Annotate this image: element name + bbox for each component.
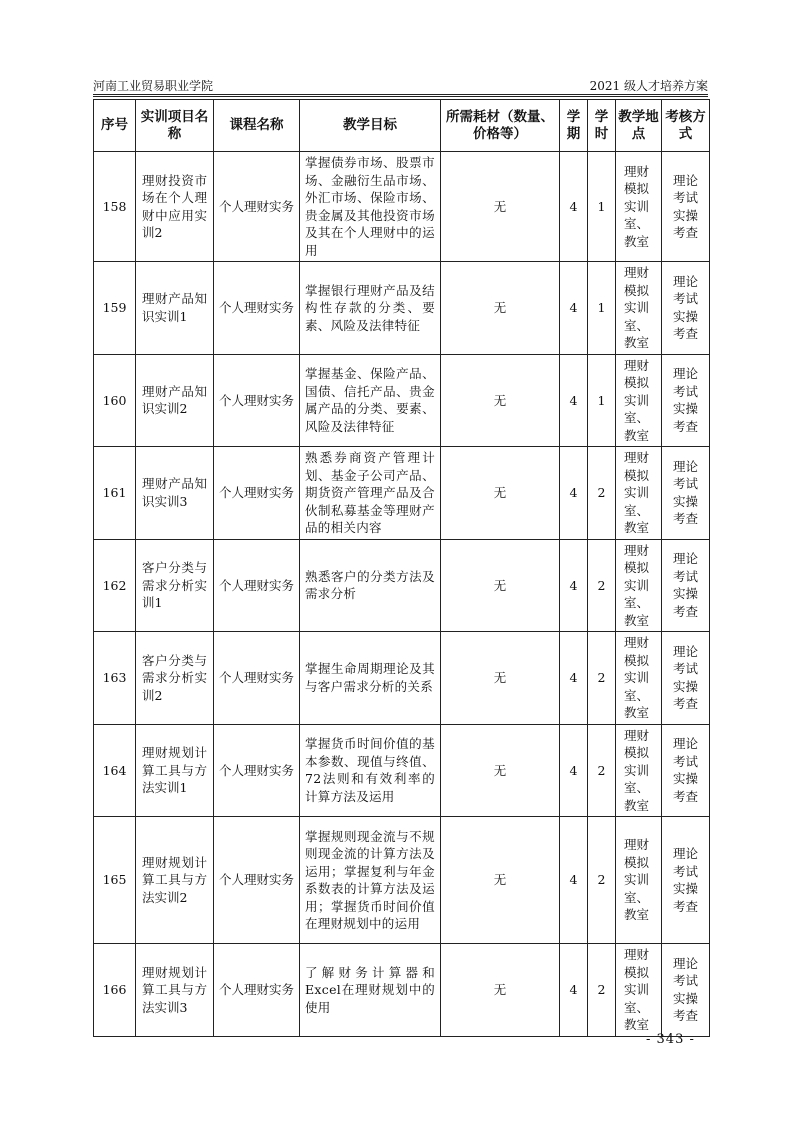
row-no: 164 <box>94 724 136 817</box>
row-place: 理财模拟实训室、教室 <box>616 152 662 262</box>
row-materials: 无 <box>441 817 560 944</box>
col-header-exam: 考核方式 <box>662 100 710 152</box>
row-exam: 理论考试实操考查 <box>662 724 710 817</box>
row-place: 理财模拟实训室、教室 <box>616 724 662 817</box>
row-place: 理财模拟实训室、教室 <box>616 354 662 447</box>
row-hours: 1 <box>588 152 616 262</box>
row-project: 理财规划计算工具与方法实训3 <box>136 944 214 1037</box>
col-header-hours: 学时 <box>588 100 616 152</box>
table-row <box>94 262 710 355</box>
row-place: 理财模拟实训室、教室 <box>616 817 662 944</box>
row-materials: 无 <box>441 539 560 632</box>
row-term: 4 <box>560 539 588 632</box>
row-term: 4 <box>560 817 588 944</box>
table-row <box>94 447 710 540</box>
col-header-project: 实训项目名称 <box>136 100 214 152</box>
row-goal: 了解财务计算器和Excel在理财规划中的使用 <box>300 944 441 1037</box>
row-exam: 理论考试实操考查 <box>662 447 710 540</box>
row-project: 理财规划计算工具与方法实训2 <box>136 817 214 944</box>
row-materials: 无 <box>441 354 560 447</box>
row-goal: 掌握货币时间价值的基本参数、现值与终值、72法则和有效利率的计算方法及运用 <box>300 724 441 817</box>
row-no: 160 <box>94 354 136 447</box>
row-hours: 2 <box>588 817 616 944</box>
row-exam: 理论考试实操考查 <box>662 817 710 944</box>
row-place: 理财模拟实训室、教室 <box>616 262 662 355</box>
row-hours: 2 <box>588 944 616 1037</box>
col-header-course: 课程名称 <box>214 100 300 152</box>
row-course: 个人理财实务 <box>214 262 300 355</box>
row-goal: 掌握基金、保险产品、国债、信托产品、贵金属产品的分类、要素、风险及法律特征 <box>300 354 441 447</box>
header-rule-double <box>93 96 708 97</box>
row-no: 161 <box>94 447 136 540</box>
col-header-goal: 教学目标 <box>300 100 441 152</box>
row-no: 159 <box>94 262 136 355</box>
row-place: 理财模拟实训室、教室 <box>616 944 662 1037</box>
row-exam: 理论考试实操考查 <box>662 539 710 632</box>
row-hours: 2 <box>588 632 616 725</box>
row-hours: 2 <box>588 724 616 817</box>
row-materials: 无 <box>441 262 560 355</box>
row-materials: 无 <box>441 944 560 1037</box>
row-term: 4 <box>560 354 588 447</box>
row-no: 163 <box>94 632 136 725</box>
row-term: 4 <box>560 724 588 817</box>
row-no: 158 <box>94 152 136 262</box>
row-goal: 掌握银行理财产品及结构性存款的分类、要素、风险及法律特征 <box>300 262 441 355</box>
row-course: 个人理财实务 <box>214 539 300 632</box>
row-exam: 理论考试实操考查 <box>662 262 710 355</box>
row-course: 个人理财实务 <box>214 152 300 262</box>
row-exam: 理论考试实操考查 <box>662 152 710 262</box>
page-number: - 343 - <box>646 1032 695 1047</box>
row-project: 理财产品知识实训3 <box>136 447 214 540</box>
row-exam: 理论考试实操考查 <box>662 354 710 447</box>
col-header-place: 教学地点 <box>616 100 662 152</box>
table-row <box>94 724 710 817</box>
row-materials: 无 <box>441 632 560 725</box>
row-hours: 2 <box>588 539 616 632</box>
col-header-term: 学期 <box>560 100 588 152</box>
row-project: 理财投资市场在个人理财中应用实训2 <box>136 152 214 262</box>
row-no: 162 <box>94 539 136 632</box>
row-course: 个人理财实务 <box>214 354 300 447</box>
header-institution: 河南工业贸易职业学院 <box>93 79 214 93</box>
row-exam: 理论考试实操考查 <box>662 632 710 725</box>
table-row <box>94 539 710 632</box>
row-no: 166 <box>94 944 136 1037</box>
header-rule <box>93 94 708 95</box>
row-project: 理财产品知识实训2 <box>136 354 214 447</box>
col-header-no: 序号 <box>94 100 136 152</box>
row-course: 个人理财实务 <box>214 632 300 725</box>
header-document-title: 2021 级人才培养方案 <box>589 79 708 93</box>
row-exam: 理论考试实操考查 <box>662 944 710 1037</box>
row-project: 理财产品知识实训1 <box>136 262 214 355</box>
row-course: 个人理财实务 <box>214 944 300 1037</box>
row-place: 理财模拟实训室、教室 <box>616 539 662 632</box>
row-term: 4 <box>560 447 588 540</box>
row-course: 个人理财实务 <box>214 447 300 540</box>
row-materials: 无 <box>441 724 560 817</box>
row-hours: 1 <box>588 262 616 355</box>
row-term: 4 <box>560 944 588 1037</box>
row-materials: 无 <box>441 152 560 262</box>
row-hours: 1 <box>588 354 616 447</box>
row-goal: 熟悉客户的分类方法及需求分析 <box>300 539 441 632</box>
page-header <box>93 74 708 94</box>
row-project: 客户分类与需求分析实训2 <box>136 632 214 725</box>
row-project: 客户分类与需求分析实训1 <box>136 539 214 632</box>
row-goal: 掌握债券市场、股票市场、金融衍生品市场、外汇市场、保险市场、贵金属及其他投资市场及其在个人理财中的运用 <box>300 152 441 262</box>
row-goal: 掌握生命周期理论及其与客户需求分析的关系 <box>300 632 441 725</box>
table-row <box>94 354 710 447</box>
row-term: 4 <box>560 632 588 725</box>
row-place: 理财模拟实训室、教室 <box>616 632 662 725</box>
table-header-row <box>94 100 710 152</box>
row-goal: 熟悉券商资产管理计划、基金子公司产品、期货资产管理产品及合伙制私募基金等理财产品的相关内容 <box>300 447 441 540</box>
row-project: 理财规划计算工具与方法实训1 <box>136 724 214 817</box>
table-row <box>94 817 710 944</box>
table-row <box>94 152 710 262</box>
row-term: 4 <box>560 262 588 355</box>
row-no: 165 <box>94 817 136 944</box>
row-term: 4 <box>560 152 588 262</box>
row-hours: 2 <box>588 447 616 540</box>
row-course: 个人理财实务 <box>214 724 300 817</box>
row-materials: 无 <box>441 447 560 540</box>
col-header-materials: 所需耗材（数量、价格等） <box>441 100 560 152</box>
row-course: 个人理财实务 <box>214 817 300 944</box>
row-goal: 掌握规则现金流与不规则现金流的计算方法及运用；掌握复利与年金系数表的计算方法及运用；掌握货币时间价值在理财规划中的运用 <box>300 817 441 944</box>
row-place: 理财模拟实训室、教室 <box>616 447 662 540</box>
training-table <box>93 99 710 1037</box>
table-row <box>94 944 710 1037</box>
table-row <box>94 632 710 725</box>
